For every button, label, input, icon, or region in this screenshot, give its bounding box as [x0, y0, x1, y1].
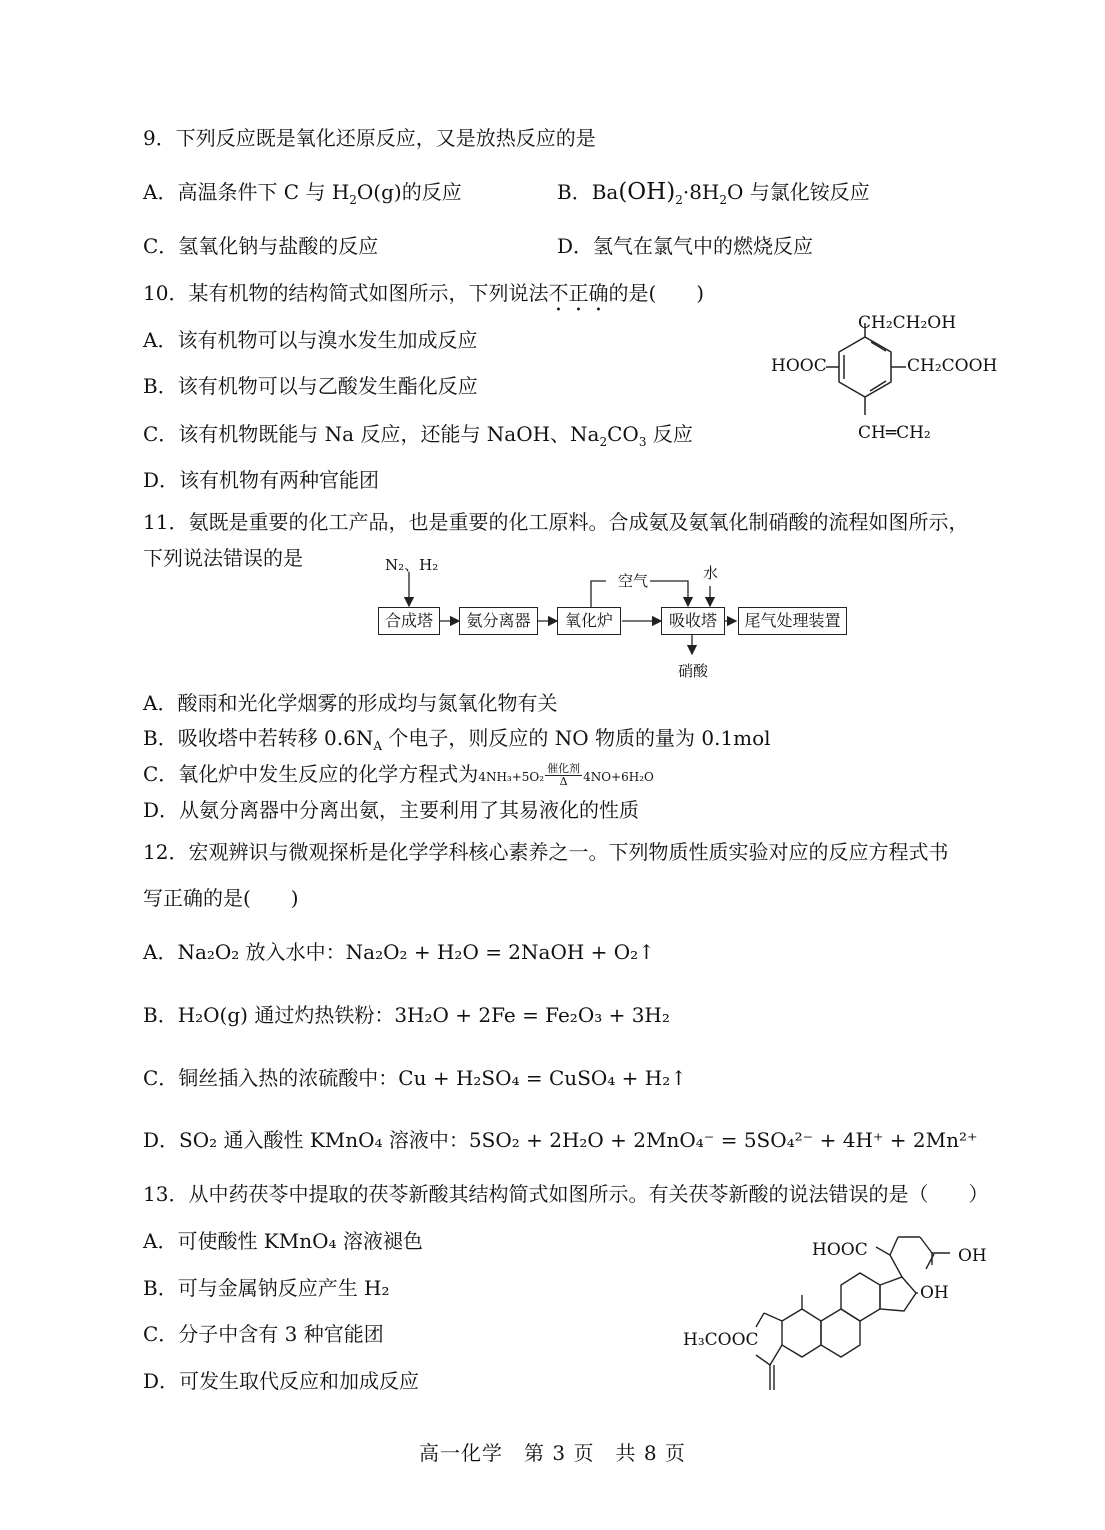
q11-flow-input-label: N₂、H₂	[385, 556, 439, 574]
q11-option-b: B．吸收塔中若转移 $0.6N_A$ 个电子，则反应的 NO 物质的量为 0.1mol	[143, 726, 771, 753]
q9-stem: 9．下列反应既是氧化还原反应，又是放热反应的是	[143, 126, 596, 150]
q10-stem: 10．某有机物的结构简式如图所示，下列说法不正确的是( )	[143, 281, 705, 305]
q10-mol-right-label: CH₂COOH	[907, 356, 998, 376]
q10-option-b: B．该有机物可以与乙酸发生酯化反应	[143, 374, 478, 398]
q11-option-a: A．酸雨和光化学烟雾的形成均与氮氧化物有关	[143, 691, 558, 715]
q13-mol-oh1-label: OH	[958, 1246, 987, 1266]
q13-mol-hooc-label: HOOC	[812, 1240, 868, 1260]
q12-stem-line1: 12．宏观辨识与微观探析是化学学科核心素养之一。下列物质性质实验对应的反应方程式书	[143, 840, 949, 864]
q9-option-d: D．氢气在氯气中的燃烧反应	[557, 234, 814, 258]
q12-option-c: C．铜丝插入热的浓硫酸中：Cu + H₂SO₄ = CuSO₄ + H₂↑	[143, 1066, 687, 1090]
q13-option-c: C．分子中含有 3 种官能团	[143, 1322, 384, 1346]
q10-option-d: D．该有机物有两种官能团	[143, 468, 380, 492]
q11-stem-line1: 11．氨既是重要的化工产品，也是重要的化工原料。合成氨及氨氧化制硝酸的流程如图所示，	[143, 510, 969, 534]
q12-option-b: B．H₂O(g) 通过灼热铁粉：3H₂O + 2Fe = Fe₂O₃ + 3H₂	[143, 1003, 670, 1027]
q11-flow-box-absorption-tower: 吸收塔	[661, 607, 725, 635]
q13-option-b: B．可与金属钠反应产生 H₂	[143, 1276, 390, 1300]
q12-option-d: D．SO₂ 通入酸性 KMnO₄ 溶液中：5SO₂ + 2H₂O + 2MnO₄⁻ = 5SO₄²⁻ + 4H⁺ + 2Mn²⁺	[143, 1128, 978, 1152]
q11-flow-box-oxidation-furnace: 氧化炉	[557, 607, 621, 635]
q11-stem-line2: 下列说法错误的是	[143, 546, 303, 570]
q13-mol-ester-label: H₃COOC	[683, 1330, 759, 1350]
q11-flow-air-label: 空气	[618, 572, 649, 590]
q10-mol-bottom-label: CH═CH₂	[858, 423, 931, 443]
q10-option-a: A．该有机物可以与溴水发生加成反应	[143, 328, 478, 352]
q9-option-b: B．$Ba(OH)_2\cdot 8H_2O$ 与氯化铵反应	[557, 179, 870, 207]
q11-flow-water-label: 水	[703, 564, 719, 582]
q12-stem-line2: 写正确的是( )	[143, 886, 299, 910]
q10-mol-top-label: CH₂CH₂OH	[858, 313, 957, 333]
q11-option-d: D．从氨分离器中分离出氨，主要利用了其易液化的性质	[143, 798, 640, 822]
page-footer: 高一化学 第 3 页 共 8 页	[419, 1441, 686, 1465]
q13-option-a: A．可使酸性 KMnO₄ 溶液褪色	[143, 1229, 423, 1253]
q12-option-a: A．Na₂O₂ 放入水中：Na₂O₂ + H₂O = 2NaOH + O₂↑	[143, 940, 655, 964]
q11-flow-output-label: 硝酸	[678, 662, 709, 680]
q11-flow-box-tail-gas-treatment: 尾气处理装置	[738, 607, 847, 635]
q13-option-d: D．可发生取代反应和加成反应	[143, 1369, 420, 1393]
q9-option-c: C．氢氧化钠与盐酸的反应	[143, 234, 379, 258]
q13-mol-oh2-label: OH	[920, 1283, 949, 1303]
q13-stem: 13．从中药茯苓中提取的茯苓新酸其结构简式如图所示。有关茯苓新酸的说法错误的是（ ）	[143, 1182, 989, 1206]
q11-option-c: C．氧化炉中发生反应的化学方程式为4NH₃+5O₂ 催化剂 Δ 4NO+6H₂O	[143, 762, 654, 788]
q11-flow-box-ammonia-separator: 氨分离器	[459, 607, 538, 635]
q9-option-a: A．高温条件下 C 与 $H_2O(g)$的反应	[143, 180, 462, 207]
q11-flow-box-synthesis-tower: 合成塔	[378, 607, 440, 635]
q10-option-c: C．该有机物既能与 Na 反应，还能与 NaOH、$Na_2CO_3$ 反应	[143, 422, 693, 449]
q10-mol-left-label: HOOC	[771, 356, 827, 376]
